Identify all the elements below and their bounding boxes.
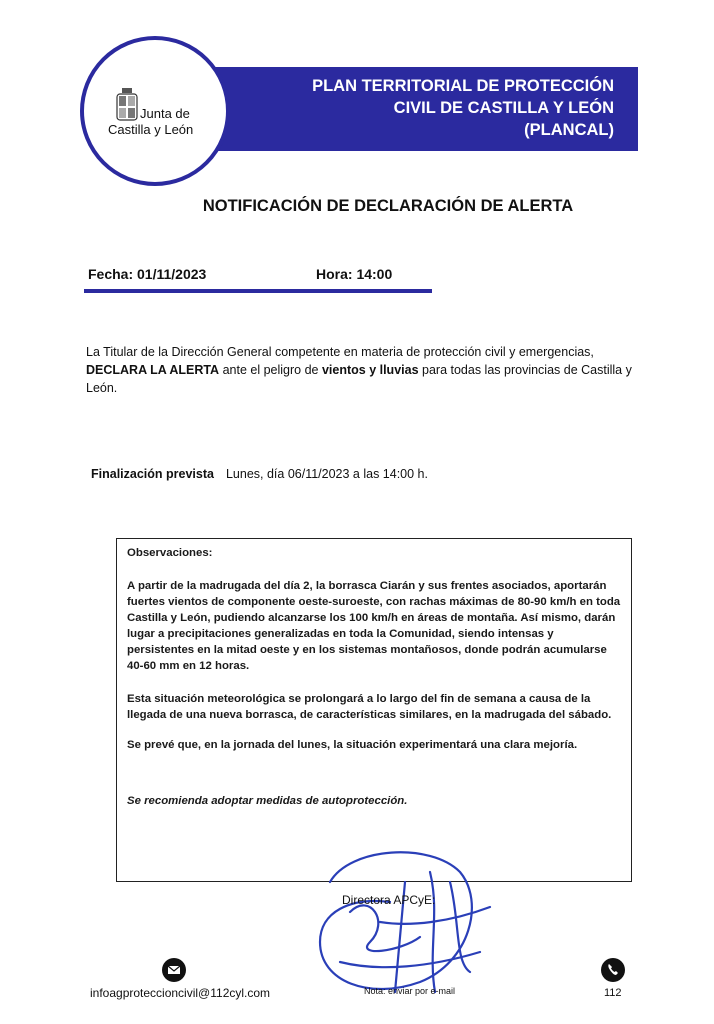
junta-logo [80, 36, 230, 186]
intro-bold-2: vientos y lluvias [321, 363, 419, 377]
hour-field: Hora: 14:00 [316, 266, 393, 282]
plan-title [254, 75, 614, 141]
observations-paragraph-2: Esta situación meteorológica se prolongará a lo largo del fin de semana a causa de la llegada de una nueva borrasca, de características similares, en la madrugada del sábado. [127, 693, 612, 721]
phone-icon [601, 958, 625, 982]
handwritten-signature [310, 842, 510, 1007]
emergency-number: 112 [604, 987, 622, 999]
contact-email-link[interactable]: infoagproteccioncivil@112cyl.com [90, 986, 271, 1000]
finalization-row [91, 467, 428, 481]
email-icon [162, 958, 186, 982]
logo-text-line2: Castilla y León [108, 122, 194, 137]
header-band [200, 67, 638, 151]
intro-bold-1: DECLARA LA ALERTA [86, 363, 220, 377]
recommendation-text: Se recomienda adoptar medidas de autoprotección. [127, 795, 408, 807]
alert-declaration [86, 343, 646, 397]
finalization-value: Lunes, día 06/11/2023 a las 14:00 h. [225, 467, 428, 481]
intro-text-3: para todas las provincias de Castilla y León. [86, 363, 632, 395]
observations-box [116, 538, 632, 882]
date-underline [84, 289, 432, 293]
plan-title-line3: (PLANCAL) [524, 121, 614, 139]
observations-paragraph-3: Se prevé que, en la jornada del lunes, la situación experimentará una clara mejoría. [127, 739, 578, 751]
plan-title-line2: CIVIL DE CASTILLA Y LEÓN [393, 99, 614, 117]
coat-of-arms-icon [116, 88, 138, 122]
logo-text-line1: Junta de [140, 106, 190, 121]
send-note: Nota: enviar por e-mail [364, 986, 456, 996]
finalization-label: Finalización prevista [91, 467, 214, 481]
observations-paragraph-1: A partir de la madrugada del día 2, la borrasca Ciarán y sus frentes asociados, aportarán fuertes vientos de componente oeste-suroeste, con rachas máximas de 80-90 km/h en toda Castilla y León, pudiendo alcanzarse los 100 km/h en áreas de montaña. Así mismo, darán lugar a precipitaciones generalizadas en toda la Comunidad, siendo intensas y persistentes en la mitad oeste y en los sistemas montañosos, donde podrán acumularse 40-60 mm en 12 horas. [127, 580, 621, 672]
plan-title-line1: PLAN TERRITORIAL DE PROTECCIÓN [312, 77, 614, 95]
intro-text-2: ante el peligro de [219, 363, 322, 377]
signature-label: Directora APCyE: [342, 893, 436, 907]
observations-title: Observaciones: [127, 547, 213, 559]
intro-text-1: La Titular de la Dirección General competente en materia de protección civil y emergencias, [86, 345, 594, 359]
date-field: Fecha: 01/11/2023 [88, 266, 207, 282]
document-title: NOTIFICACIÓN DE DECLARACIÓN DE ALERTA [202, 197, 574, 215]
